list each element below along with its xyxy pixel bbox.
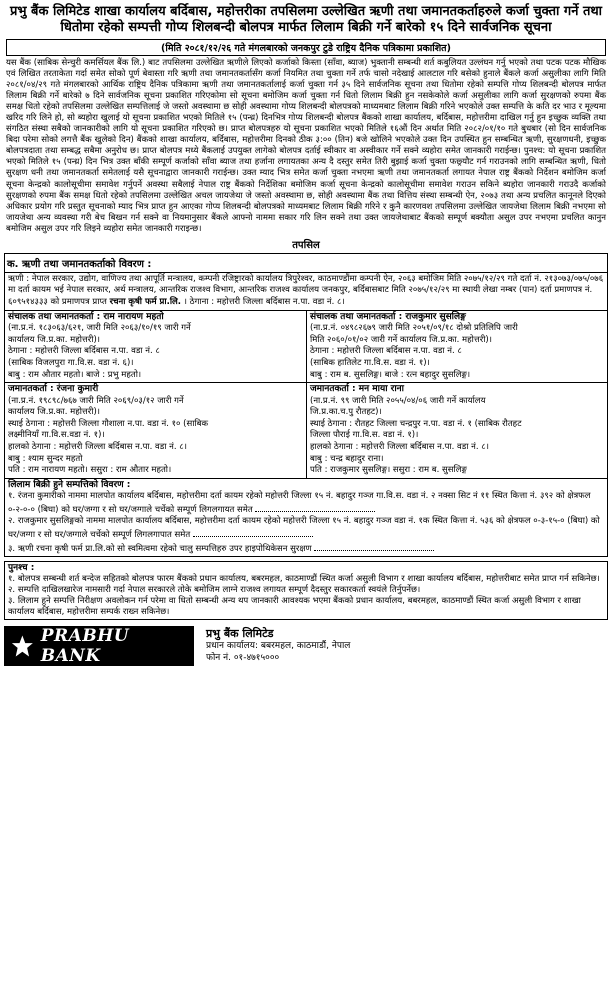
auction-item-text: ३. ऋणी रचना कृषी फर्म प्रा.लि.को सो स्वमित्वमा रहेको चालु सम्पत्तिहरु उपर हाइपोथिकेसन सुरक्षण xyxy=(8,543,312,554)
person-line: बाबु : राम ब. सुसलिङ्ग। बाजे : रत्न बहादुर सुसलिङ्ग। xyxy=(310,369,471,380)
person-line: पति : राजकुमार सुसलिङ्ग। ससुरा : राम ब. सुसलिङ्ग xyxy=(310,465,467,476)
person-line: कार्यालय जि.प्र.का. महोत्तरी)। xyxy=(8,334,101,345)
person-line: कार्यालय जि.प्र.का. महोत्तरी)। xyxy=(8,407,101,418)
person-line: बाबु : चन्द्र बहादुर राना। xyxy=(310,453,384,464)
person-card xyxy=(306,383,607,478)
person-line: (साबिक हातिलेट गा.वि.स. वडा नं. १)। xyxy=(310,357,430,368)
bank-phone: फोन नं. ०१-४७१५००० xyxy=(206,652,280,663)
person-line: हालको ठेगाना : महोत्तरी जिल्ला बर्दिबास न.पा. वडा नं. ८। xyxy=(8,442,187,453)
publication-note: (मिति २०८१/१२/२६ गते मंगलबारको जनकपुर टुडे राष्ट्रिय दैनिक पत्रिकामा प्रकाशित) xyxy=(6,39,606,56)
person-line: (साबिक विजलपुरा गा.वि.स. वडा नं. ६)। xyxy=(8,357,134,368)
bank-contact xyxy=(206,628,350,664)
notice-body: यस बैंक (साबिक सेन्चुरी कमर्सियल बैंक लि.) बाट तपसिलमा उल्लेखित ऋणीले लिएको कर्जाको किस्ता (साँवा, ब्याज) भुक्तानी सम्बन्धी शर्त कबुलियत उल्लंघन गर्नु भएको तथा पटक पटक मौखिक एवं लिखित तरताकेता गर्दा समेत सोको पूर्ण बेवास्ता गरि ऋणी तथा जमानतकर्तासँग कर्जा नियमित तथा चुक्ता गर्ने तर्फ चासो नदेखाई आलटाल गरि बसेको हुनाले बैंकले कर्जा असुलीका लागि मिति २०८१/०४/२९ गते मंगलबारको आर्थिक राष्ट्रिय दैनिक पत्रिकामा ऋणी तथा जमानतकर्तालाई कर्जा चुक्ता गर्न ३५ दिने सार्वजनिक सूचना तथा धितोमा रहेको सम्पत्ति गोप्य शिलबन्दी बोलपत्र मार्फत लिलाम बिक्री गर्ने बारेको ७ दिने सार्वजनिक सूचना प्रकाशित गरिएकोमा सो सूचना बमोजिम कर्जा चुक्ता गर्न धितो लिलाम बिक्री हुन नसकेकोले कर्जा असुलीका लागि कर्जा सुरक्षणको रुपमा बैंक समक्ष धितो रहेको तपसिलमा उल्लेखित सम्पत्तिलाई जे जस्तो अवस्थामा छ सोही अवस्थामा गोप्य शिलबन्दी बोलपत्रको माध्यमबाट लिलाम बिक्री गरिने भएकोले उक्त सम्पत्ति के कति दर भाउ र मूल्यमा खरिद गरि लिने हो, सो ब्यहोरा खुलाई यो सूचना प्रकाशित भएको मितिले १५ (पन्ध्र) दिनभित्र गोप्य शिलबन्दी बोलपत्र बैंकको शाखा कार्यालय, बर्दिबास, महोत्तरीमा दाखिल गर्नु हुन इच्छुक व्यक्ति तथा संगठित संस्था सबैको जानकारीको लागि यो सूचना प्रकाशित गरिएको छ। प्राप्त बोलपत्रहरु यो सूचना प्रकाशित भएको मितिले १६औं दिन अर्थात मिति २०८२/०१/१० गते बुधबार (सो दिन सार्वजनिक बिदा परेमा सोको लगत्तै बैंक खुलेको दिन) बैंकको शाखा कार्यालय, बर्दिबास, महोत्तरीमा दिनको ठीक ३:०० (तिन) बजे खोलिने भएकोले उक्त दिन उपस्थित हुन सम्बन्धित ऋणी, सुरक्षणधनी, इच्छुक बोलपत्रदाता तथा सम्बद्ध सबैमा अनुरोध छ। प्राप्त बोलपत्र मध्ये बैंकलाई उपयुक्त लागेको बोलपत्र दर्ताई स्वीकार वा अस्वीकार गर्ने सक्ने व्यहोरा समेत जानकारी गराईन्छ। पुनश्च: यो सूचना प्रकाशित भएको मितिले १५ (पन्ध्र) दिन भित्र उक्त बाँकी सम्पूर्ण कर्जाको साँवा ब्याज तथा हर्जाना लगायतका अन्य दै दस्तुर समेत तिरी बुझाई कर्जा चुक्ता फछ्र्यौट गर्न गराउनको लागि सम्बन्धित ऋणी, धितो सुरक्षण धनी तथा जमानतकर्ता समेतलाई यसै सूचनाद्वारा जानकारी गराईन्छ। उक्त म्याद भित्र समेत कर्जा चुक्ता नभएमा ऋणी तथा जमानतकर्ता लगायत नेपाल राष्ट्र बैंकको निर्देशन बमोजिम कर्जा सूचना केन्द्रको कालोसूचीमा समावेश गर्नुपर्ने अवस्था सबैलाई नेपाल राष्ट्र बैंकको निर्देशिका बमोजिम कर्जा सूचना केन्द्रको कालोसूचीमा समावेश गराउन सकिने ब्यहोरा जानकारी गराउदै कर्जाको सुरक्षणको रुपमा बैंक समक्ष धितो रहेको तपसिलमा उल्लेखित अचल जायजेथा जे जस्तो अवस्थामा छ, सोही अवस्थामा बैंक तथा वित्तिय संस्था सम्बन्धी ऐन, २०७३ तथा अन्य प्रचलित कानूनले दिएको अधिकार प्रयोग गरि प्रस्तुत सूचनाको म्याद भित्र प्राप्त हुन आएका गोप्य शिलबन्दी बोलपत्रको माध्यमबाट लिलाम बिक्री गरिने र कुनै कारणवश तपसिलमा उल्लेखित जायजेथा लिलाम बिक्री नभएमा सो जायजेथा अन्य व्यवस्था गरी बेच बिखन गर्न सक्ने वा नियमानुसार बैंकले आफ्नो नाममा सकार गरि लिन सक्ने तथा उक्त जायजेथाबाट बैंकको सम्पूर्ण बक्यौता असुल उपर नभएमा प्रचलित कानुन बमोजिम असुल उपर गरि लिइने व्यहोरा समेत जानकारी गराइन्छ। xyxy=(6,58,606,234)
tapasil-heading: तपसिल xyxy=(292,239,320,251)
blank-line xyxy=(193,527,313,537)
person-line: (ना.प्र.नं. १९८९८/७६७ जारी मिति २०६९/०३/१२ जारी गर्ने xyxy=(8,395,184,406)
person-head: जमानतकर्ता : रंजना कुमारी xyxy=(8,384,99,395)
person-line: पति : राम नारायण महतो। ससुरा : राम औतार महतो। xyxy=(8,465,172,476)
person-line: जिल्ला पौराई गा.वि.स. वडा नं. १)। xyxy=(310,430,419,441)
blank-line xyxy=(314,541,434,551)
auction-item-text: १. रंजना कुमारीको नाममा मालपोत कार्यालय बर्दिबास, महोत्तरीमा दर्ता कायम रहेको महोत्तरी जिल्ला १५ नं. बहादुर गञ्ज गा.वि.स. वडा नं. २ नक्सा सिट नं ११ स्थित कित्ता नं. ३९२ को क्षेत्रफल ०-२-०-० (बिघा) को घर/जग्गा र सो घर/जग्गाले चर्चेको सम्पूर्ण लिगलगायत समेत xyxy=(8,490,591,515)
postscript-heading: पुनश्च : xyxy=(8,562,35,573)
section-heading: क. ऋणी तथा जमानतकर्ताको विवरण : xyxy=(7,258,152,270)
bank-office: प्रधान कार्यालय: बबरमहल, काठमाडौं, नेपाल xyxy=(206,640,351,651)
blank-line xyxy=(255,502,375,512)
person-line: ठेगाना : महोत्तरी जिल्ला बर्दिबास न.पा. वडा नं. ८ xyxy=(8,346,160,357)
bank-name: प्रभु बैंक लिमिटेड xyxy=(206,626,274,640)
person-card xyxy=(5,311,306,383)
person-line: (ना.प्र.नं. ०४९८२६७९ जारी मिति २०५१/०९/१८ दोश्रो प्रतिलिपि जारी xyxy=(310,323,518,334)
person-line: (ना.प्र.नं. १८३०६३/६२१, जारी मिति २०६३/१०/१९ जारी गर्ने xyxy=(8,323,191,334)
footer xyxy=(4,626,608,666)
auction-section xyxy=(5,478,607,556)
person-head: संचालक तथा जमानतकर्ता : राम नारायण महतो xyxy=(8,311,164,322)
public-notice xyxy=(4,4,608,992)
auction-item xyxy=(8,541,604,555)
person-line: बाबु : राम औतार महतो। बाजे : प्रभु महतो। xyxy=(8,369,142,380)
person-line: मिति २०६०/०१/०२ जारी गर्ने कार्यालय जि.प्र.का. महोत्तरी)। xyxy=(310,334,492,345)
person-line: जि.प्र.का.च.पु रौतहट)। xyxy=(310,407,382,418)
person-line: लक्ष्मीनियाँ गा.वि.स.वडा नं. १)। xyxy=(8,430,105,441)
postscript-box xyxy=(4,561,608,620)
borrower-name: रचना कृषी फर्म प्रा.लि. xyxy=(109,296,182,307)
borrower-description: ऋणी : नेपाल सरकार, उद्योग, वाणिज्य तथा आपूर्ति मन्त्रालय, कम्पनी रजिष्ट्रारको कार्यालय त्रिपुरेश्वर, काठमाण्डौंमा कम्पनी ऐन, २०६३ बमोजिम मिति २०७५/१२/२९ गते दर्ता नं. २१३०७३/०७५/०७६ मा दर्ता कायम भई नेपाल सरकार, अर्थ मन्त्रालय, आन्तरिक राजश्व विभाग, आन्तरिक राजश्व कार्यालय जनकपुर, बर्दिबासबाट मिति २०७५/१२/२९ मा स्थायी लेखा नम्बर (पान) दर्ता प्रमाणपत्र नं. ६०९५१४३३३ को प्रमाणपत्र प्राप्त xyxy=(8,273,604,307)
person-head: जमानतकर्ता : मन माया राना xyxy=(310,384,405,395)
person-line: हालको ठेगाना : महोत्तरी जिल्ला बर्दिबास न.पा. वडा नं. ८। xyxy=(310,442,489,453)
auction-item xyxy=(8,491,604,516)
persons-row-1 xyxy=(5,310,607,383)
notice-title: प्रभु बैंक लिमिटेड शाखा कार्यालय बर्दिबास, महोत्तरीका तपसिलमा उल्लेखित ऋणी तथा जमानतकर्ताहरुले कर्जा चुक्ता गर्ने तथा धितोमा रहेको सम्पत्ती गोप्य शिलबन्दी बोलपत्र मार्फत लिलाम बिक्री गर्ने बारेको १५ दिने सार्वजनिक सूचना xyxy=(9,4,603,35)
person-line: ठेगाना : महोत्तरी जिल्ला बर्दिबास न.पा. वडा नं. ८ xyxy=(310,346,462,357)
details-table xyxy=(4,253,608,557)
auction-heading: लिलाम बिक्री हुने सम्पत्तिको विवरण : xyxy=(8,479,131,490)
logo-text: PRABHU BANK xyxy=(40,625,130,666)
postscript-item: ३. लिलाम हुने सम्पत्ति निरीक्षण अवलोकन गर्न परेमा वा धितो सम्बन्धी अन्य थप जानकारी आवश्यक भएमा बैंकको प्रधान कार्यालय, बबरमहल, काठमाण्डौं स्थित कर्जा असुली विभाग र शाखा कार्यालय बर्दिबास, महोत्तरीमा सम्पर्क राख्न सकिनेछ। xyxy=(8,595,581,617)
person-line: बाबु : श्याम सुन्दर महतो xyxy=(8,453,83,464)
person-head: संचालक तथा जमानतकर्ता : राजकुमार सुसलिङ्ग xyxy=(310,311,466,322)
bank-emblem-icon xyxy=(10,633,35,659)
person-line: (ना.प्र.नं. ९९ जारी मिति २०५५/०४/०६ जारी गर्ने कार्यालय xyxy=(310,395,486,406)
auction-item xyxy=(8,516,604,541)
borrower-address: । ठेगाना : महोत्तरी जिल्ला बर्दिबास न.पा. वडा नं. ८। xyxy=(183,296,345,307)
persons-row-2 xyxy=(5,382,607,478)
bank-logo xyxy=(4,626,194,666)
auction-item-text: २. राजकुमार सुसलिङ्गको नाममा मालपोत कार्यालय बर्दिबास, महोत्तरीमा दर्ता कायम रहेको महोत्तरी जिल्ला १५ नं. बहादुर गञ्ज वडा नं. १क स्थित कित्ता नं. ५३६ को क्षेत्रफल ०-३-१५-० (बिघा) को घर/जग्गा र सो घर/जग्गाले चर्चेको सम्पूर्ण लिगलगापात समेत xyxy=(8,515,600,540)
person-line: स्थाई ठेगाना : महोत्तरी जिल्ला गौशाला न.पा. वडा नं. १० (साबिक xyxy=(8,418,208,429)
person-card xyxy=(306,311,607,383)
postscript-item: २. सम्पत्ति दाखिलखारेज नामसारी गर्दा नेपाल सरकारले तोके बमोजिम लाग्ने राजश्व लगायत सम्पूर्ण दैदस्तुर सकारकर्ता स्वयंले तिर्नुपर्नेछ। xyxy=(8,584,421,595)
person-card xyxy=(5,383,306,478)
postscript-item: १. बोलपत्र सम्बन्धी शर्त बन्देज सहितको बोलपत्र फारम बैंकको प्रधान कार्यालय, बबरमहल, काठमाण्डौं स्थित कर्जा असुली विभाग र शाखा कार्यालय बर्दिबास, महोत्तरीबाट समेत प्राप्त गर्न सकिनेछ। xyxy=(8,573,600,584)
person-line: स्थाई ठेगाना : रौतहट जिल्ला चन्द्रपुर न.पा. वडा नं. १ (साबिक रौतहट xyxy=(310,418,522,429)
borrower-info xyxy=(5,272,607,310)
